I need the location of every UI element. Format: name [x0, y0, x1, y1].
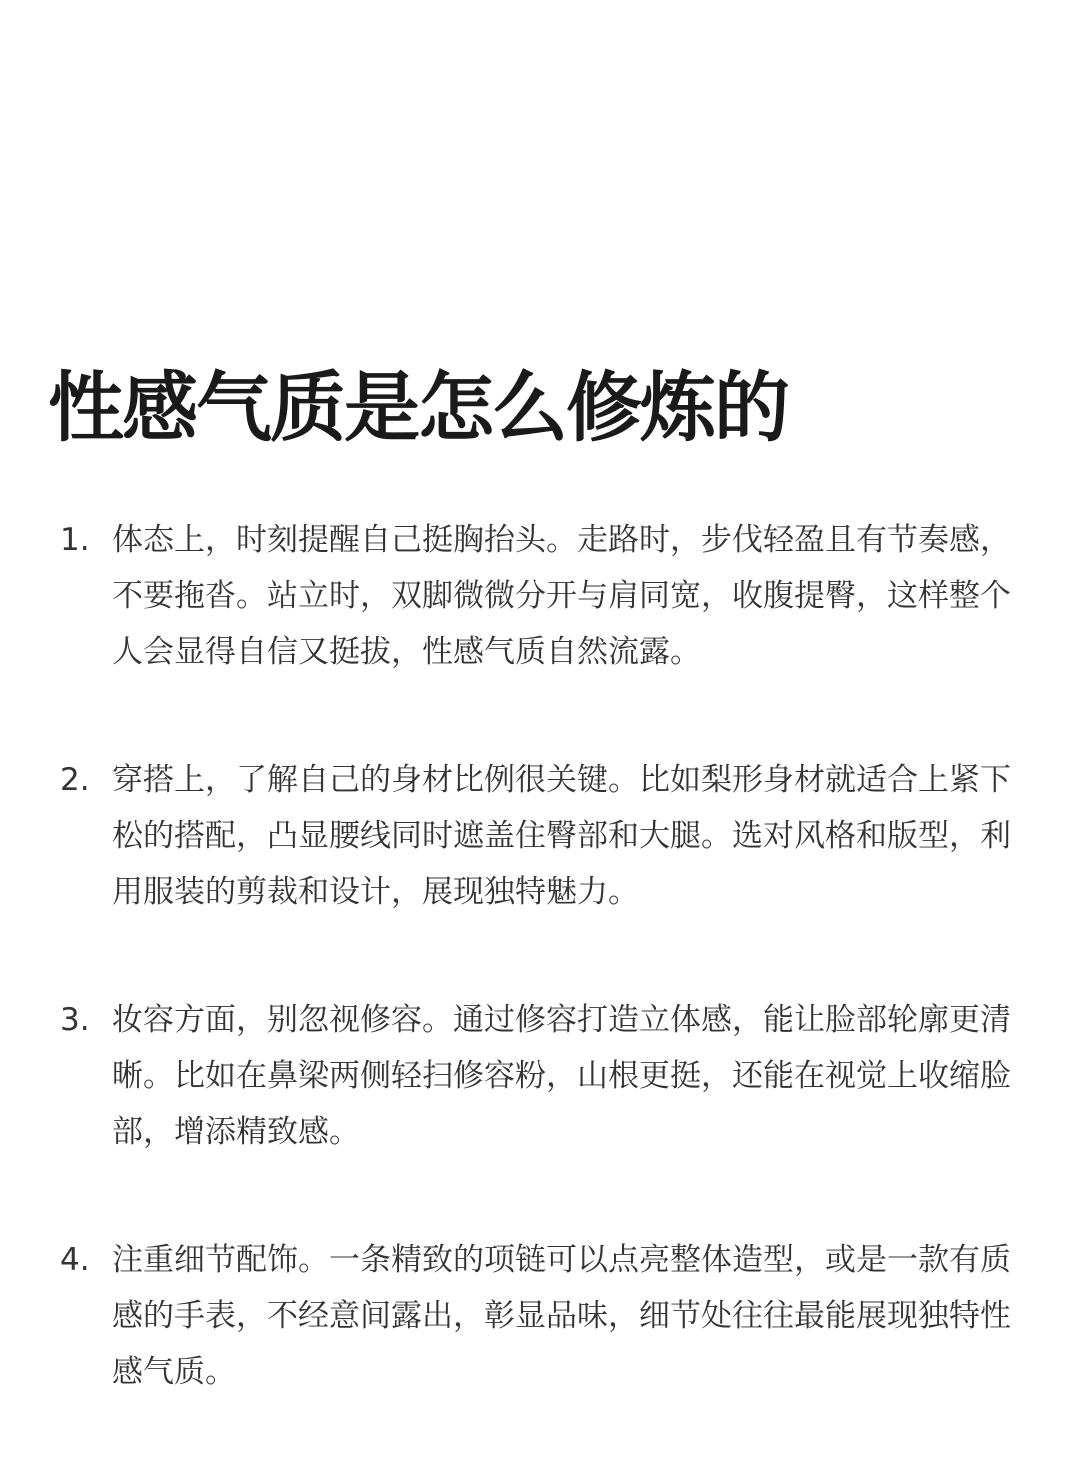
list-item-text: 穿搭上，了解自己的身材比例很关键。比如梨形身材就适合上紧下松的搭配，凸显腰线同时遮盖住臀部和大腿。选对风格和版型，利用服装的剪裁和设计，展现独特魅力。 [112, 762, 1011, 910]
list-item [0, 512, 1080, 680]
list-item [0, 1232, 1080, 1400]
list-item-number: 1. [60, 522, 90, 558]
list-item-number: 4. [60, 1242, 90, 1278]
list-item-text: 注重细节配饰。一条精致的项链可以点亮整体造型，或是一款有质感的手表，不经意间露出，彰显品味，细节处往往最能展现独特性感气质。 [112, 1242, 1011, 1390]
list-item [0, 752, 1080, 920]
list-item-number: 3. [60, 1002, 90, 1038]
list-item-number: 2. [60, 762, 90, 798]
list-item-text: 体态上，时刻提醒自己挺胸抬头。走路时，步伐轻盈且有节奏感，不要拖沓。站立时，双脚微微分开与肩同宽，收腹提臀，这样整个人会显得自信又挺拔，性感气质自然流露。 [112, 522, 1011, 670]
tips-list [0, 512, 1080, 1472]
list-item-text: 妆容方面，别忽视修容。通过修容打造立体感，能让脸部轮廓更清晰。比如在鼻梁两侧轻扫修容粉，山根更挺，还能在视觉上收缩脸部，增添精致感。 [112, 1002, 1011, 1150]
list-item [0, 992, 1080, 1160]
page-title: 性感气质是怎么修炼的 [48, 363, 788, 452]
